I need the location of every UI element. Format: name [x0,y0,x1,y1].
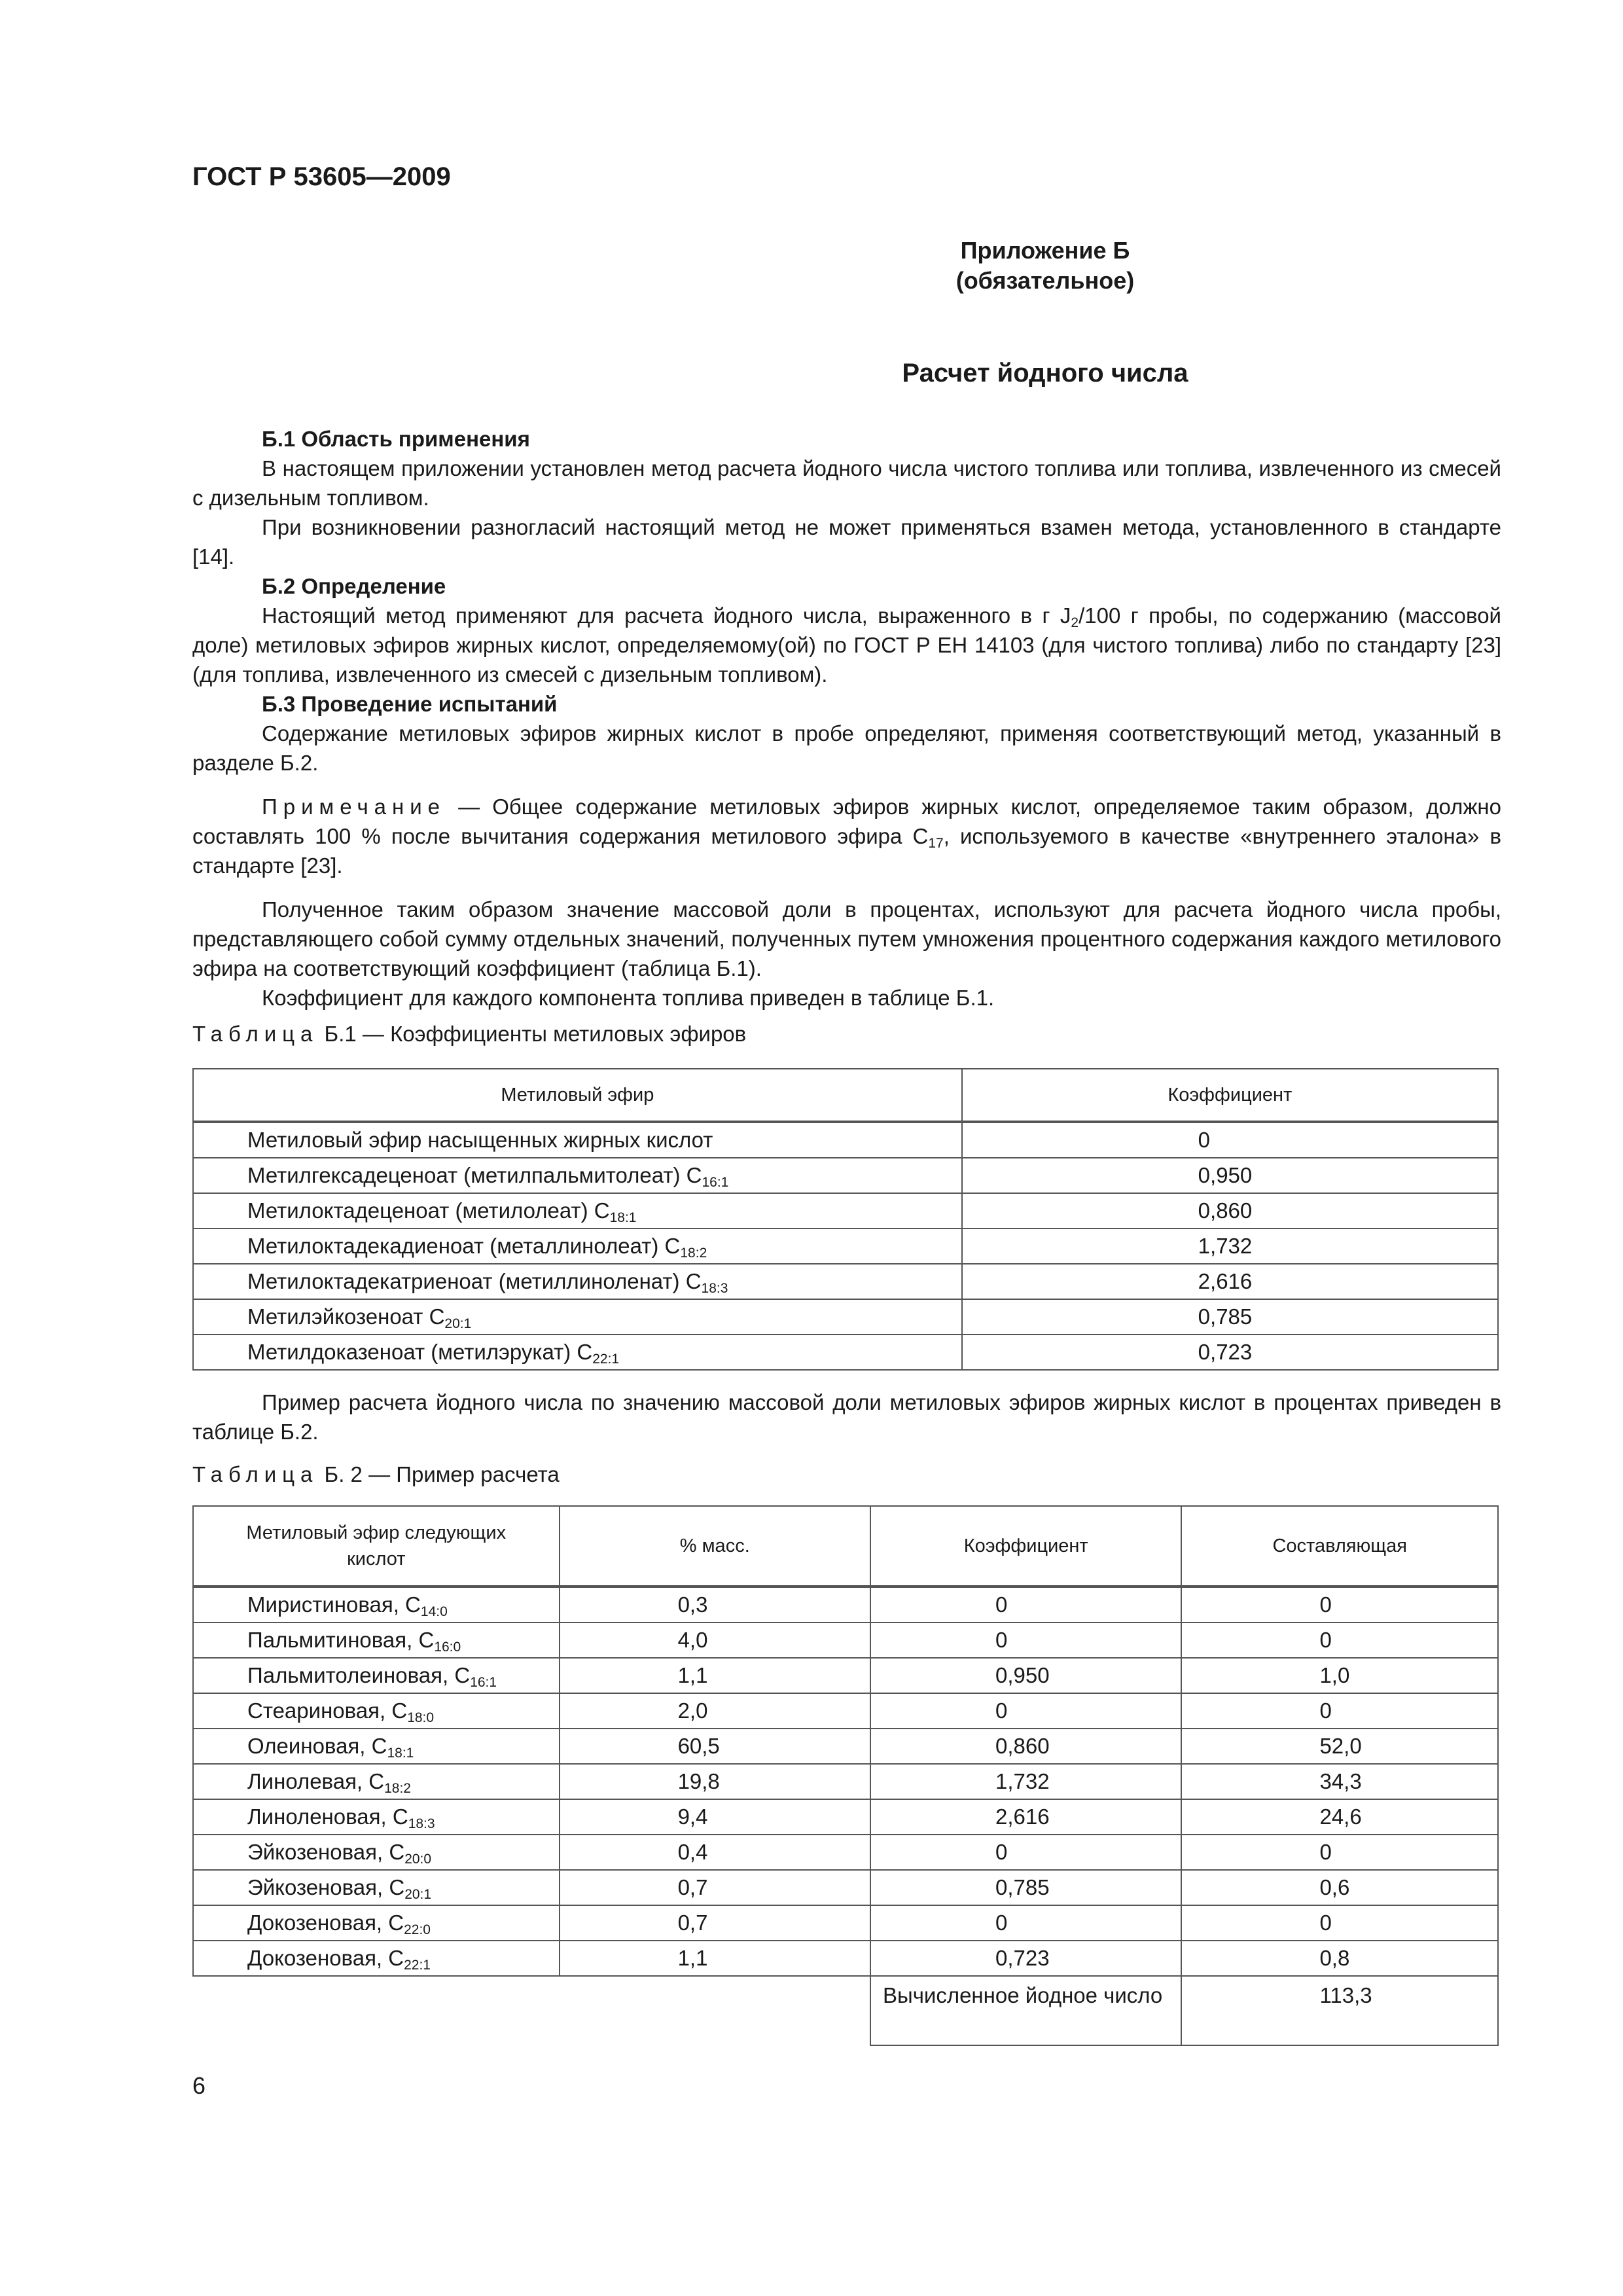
acid-name: Миристиновая, $С_{14:0}$ [193,1587,560,1623]
mass-percent: 1,1 [560,1941,870,1976]
coefficient: 0,785 [962,1299,1498,1335]
acid-name: Стеариновая, $С_{18:0}$ [193,1693,560,1729]
total-label: Вычисленное йодное число [870,1976,1181,2045]
caption-text: Б. 2 — Пример расчета [318,1462,560,1486]
caption-label: Таблица [192,1462,319,1486]
section-heading-b3: Б.3 Проведение испытаний [262,692,558,716]
paragraph [192,601,1501,689]
column-header: % масс. [560,1506,870,1587]
acid-name: Пальмитолеиновая, $С_{16:1}$ [193,1658,560,1693]
coefficient: 0,860 [870,1729,1181,1764]
column-header: Составляющая [1181,1506,1498,1587]
mass-percent: 0,4 [560,1835,870,1870]
component: 0 [1181,1905,1498,1941]
caption-label: Таблица [192,1022,319,1046]
acid-name: Эйкозеновая, $С_{20:0}$ [193,1835,560,1870]
acid-name: Докозеновая, $С_{22:1}$ [193,1941,560,1976]
acid-name: Эйкозеновая, $С_{20:1}$ [193,1870,560,1905]
ester-name: Метилоктадекатриеноат (метиллиноленат) $С_{18:3}$ [193,1264,962,1299]
column-header: Коэффициент [962,1069,1498,1122]
note-label: Примечание [262,795,446,819]
table-row [193,1335,1498,1370]
table-row [193,1193,1498,1229]
coefficient: 2,616 [870,1799,1181,1835]
coefficient: 0,950 [962,1158,1498,1193]
coefficient: 0 [962,1122,1498,1158]
table-row [193,1941,1498,1976]
acid-name: Линолевая, $С_{18:2}$ [193,1764,560,1799]
coefficient: 0 [870,1835,1181,1870]
ester-name: Метилэйкозеноат $С_{20:1}$ [193,1299,962,1335]
subscript: 2 [1071,615,1079,630]
ester-name: Метилоктадеценоат (метилолеат) $С_{18:1}$ [193,1193,962,1229]
ester-name: Метилгексадеценоат (метилпальмитолеат) $С_{16:1}$ [193,1158,962,1193]
ester-name: Метилдоказеноат (метилэрукат) $С_{22:1}$ [193,1335,962,1370]
component: 0 [1181,1835,1498,1870]
coefficient: 0 [870,1587,1181,1623]
section-heading-b1: Б.1 Область применения [262,427,530,451]
paragraph: При возникновении разногласий настоящий метод не может применяться взамен метода, установленного в стандарте [14]. [192,515,1501,569]
column-header: Метиловый эфир следующих кислот [193,1506,560,1587]
mass-percent: 2,0 [560,1693,870,1729]
coefficient: 0,950 [870,1658,1181,1693]
mass-percent: 19,8 [560,1764,870,1799]
coefficient: 1,732 [870,1764,1181,1799]
table-row [193,1764,1498,1799]
table-row [193,1905,1498,1941]
coefficient: 0,723 [870,1941,1181,1976]
component: 0,8 [1181,1941,1498,1976]
table2 [192,1505,1499,2046]
coefficient: 0,860 [962,1193,1498,1229]
standard-code: ГОСТ Р 53605—2009 [192,162,451,191]
mass-percent: 0,7 [560,1870,870,1905]
table-row [193,1870,1498,1905]
coefficient: 0,723 [962,1335,1498,1370]
body-text [192,424,1501,1049]
paragraph: Пример расчета йодного числа по значению массовой доли метиловых эфиров жирных кислот в процентах приведен в таблице Б.2. [192,1390,1501,1444]
table-header-row [193,1069,1498,1122]
table-row [193,1799,1498,1835]
ester-name: Метиловый эфир насыщенных жирных кислот [193,1122,962,1158]
note-text: , используемого в качестве «внутреннего эталона» в стандарте [23]. [192,824,1501,878]
acid-name: Линоленовая, $С_{18:3}$ [193,1799,560,1835]
mass-percent: 0,3 [560,1587,870,1623]
section-heading-b2: Б.2 Определение [262,574,446,598]
component: 34,3 [1181,1764,1498,1799]
coefficient: 1,732 [962,1229,1498,1264]
mass-percent: 60,5 [560,1729,870,1764]
table1 [192,1068,1499,1371]
table-row [193,1623,1498,1658]
appendix-label: Приложение Б [960,237,1130,264]
acid-name: Докозеновая, $С_{22:0}$ [193,1905,560,1941]
caption-text: Б.1 — Коэффициенты метиловых эфиров [318,1022,747,1046]
paragraph-text: /100 г пробы, по содержанию (массовой доле) метиловых эфиров жирных кислот, определяемому(ой) по ГОСТ Р ЕН 14103 (для чистого топлива) либо по стандарту [23] (для топлива, извлеченного из смесей с дизельным топливом). [192,603,1501,687]
paragraph: Коэффициент для каждого компонента топлива приведен в таблице Б.1. [262,986,995,1010]
total-value: 113,3 [1181,1976,1498,2045]
coefficient: 0 [870,1623,1181,1658]
acid-name: Олеиновая, $С_{18:1}$ [193,1729,560,1764]
table-row [193,1729,1498,1764]
table-row [193,1693,1498,1729]
note-text: — Общее содержание метиловых эфиров жирных кислот, определяемое таким образом, должно составлять 100 % после вычитания содержания метилового эфира С [192,795,1501,848]
mass-percent: 9,4 [560,1799,870,1835]
column-header: Метиловый эфир [193,1069,962,1122]
table1-caption [192,1019,1501,1049]
appendix-heading [192,236,1499,296]
component: 0 [1181,1693,1498,1729]
page-number: 6 [192,2072,206,2099]
component: 0,6 [1181,1870,1498,1905]
ester-name: Метилоктадекадиеноат (металлинолеат) $С_{18:2}$ [193,1229,962,1264]
paragraph: В настоящем приложении установлен метод расчета йодного числа чистого топлива или топлива, извлеченного из смесей с дизельным топливом. [192,456,1501,510]
mass-percent: 4,0 [560,1623,870,1658]
acid-name: Пальмитиновая, $С_{16:0}$ [193,1623,560,1658]
paragraph-text: Настоящий метод применяют для расчета йодного числа, выраженного в г J [262,603,1071,628]
note [192,792,1501,880]
table-row [193,1299,1498,1335]
table-header-row [193,1506,1498,1587]
table-row [193,1122,1498,1158]
mass-percent: 0,7 [560,1905,870,1941]
mass-percent: 1,1 [560,1658,870,1693]
page-title: Расчет йодного числа [902,359,1188,387]
table-row [193,1158,1498,1193]
subscript: 17 [928,836,944,851]
coefficient: 0,785 [870,1870,1181,1905]
body-text-2 [192,1388,1501,1489]
component: 24,6 [1181,1799,1498,1835]
component: 0 [1181,1623,1498,1658]
component: 1,0 [1181,1658,1498,1693]
paragraph: Полученное таким образом значение массовой доли в процентах, используют для расчета йодного числа пробы, представляющего собой сумму отдельных значений, полученных путем умножения процентного содержания каждого метилового эфира на соответствующий коэффициент (таблица Б.1). [192,897,1501,980]
table-row [193,1658,1498,1693]
table2-caption [192,1460,1501,1489]
coefficient: 0 [870,1693,1181,1729]
table-row [193,1264,1498,1299]
column-header: Коэффициент [870,1506,1181,1587]
component: 52,0 [1181,1729,1498,1764]
total-row [193,1976,1498,2045]
component: 0 [1181,1587,1498,1623]
table-row [193,1835,1498,1870]
appendix-status: (обязательное) [955,267,1135,294]
paragraph: Содержание метиловых эфиров жирных кислот в пробе определяют, применяя соответствующий метод, указанный в разделе Б.2. [192,721,1501,775]
table-row [193,1229,1498,1264]
coefficient: 0 [870,1905,1181,1941]
table-row [193,1587,1498,1623]
coefficient: 2,616 [962,1264,1498,1299]
